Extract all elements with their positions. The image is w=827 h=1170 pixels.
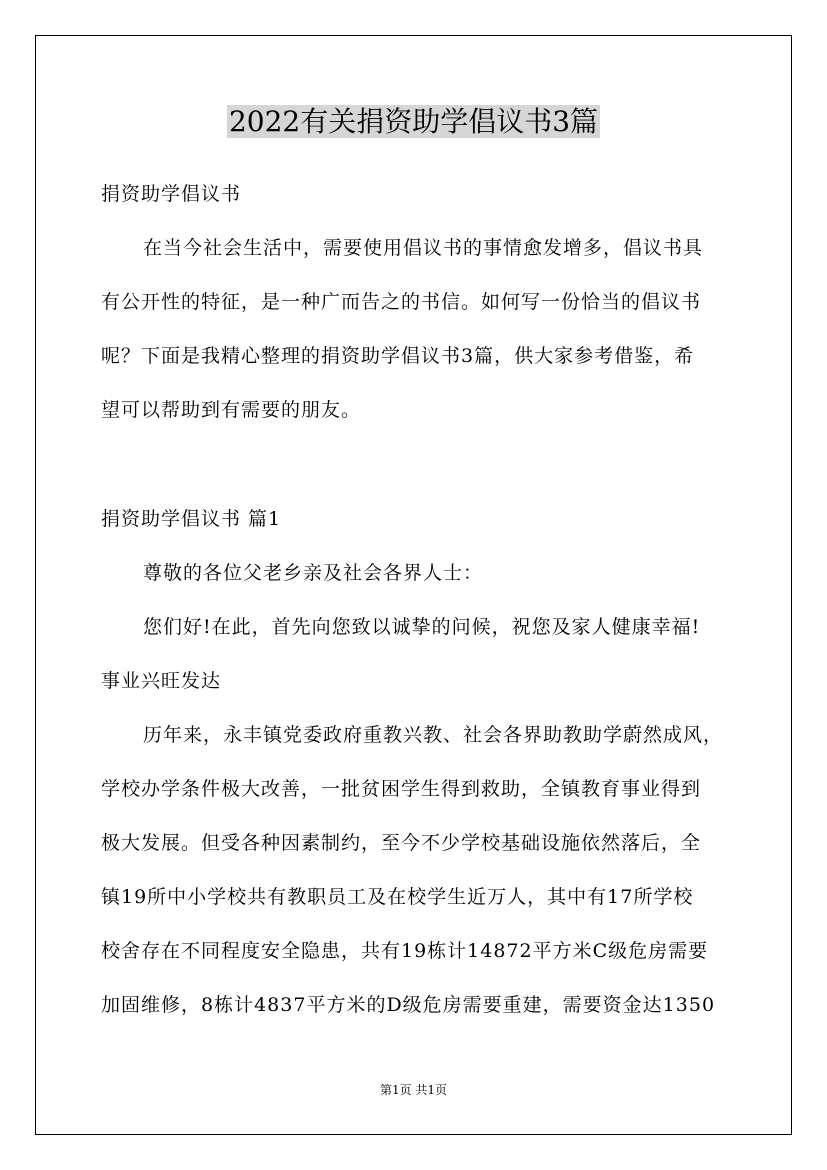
paragraph-line: 事业兴旺发达 bbox=[101, 670, 222, 692]
paragraph-line: 加固维修，8栋计4837平方米的D级危房需要重建，需要资金达1350 bbox=[101, 994, 716, 1016]
paragraph-line: 镇19所中小学校共有教职员工及在校学生近万人，其中有17所学校 bbox=[101, 886, 694, 908]
section-heading: 捐资助学倡议书 bbox=[101, 183, 242, 205]
document-title-text: 2022有关捐资助学倡议书3篇 bbox=[228, 105, 599, 138]
paragraph-line: 历年来，永丰镇党委政府重教兴教、社会各界助教助学蔚然成风， bbox=[143, 724, 724, 746]
paragraph-line: 学校办学条件极大改善，一批贫困学生得到救助，全镇教育事业得到 bbox=[101, 778, 702, 800]
paragraph-line: 校舍存在不同程度安全隐患，共有19栋计14872平方米C级危房需要 bbox=[101, 940, 709, 962]
paragraph-line: 望可以帮助到有需要的朋友。 bbox=[101, 399, 362, 421]
paragraph-line: 在当今社会生活中，需要使用倡议书的事情愈发增多，倡议书具 bbox=[143, 237, 704, 259]
salutation-line: 尊敬的各位父老乡亲及社会各界人士： bbox=[143, 562, 484, 584]
paragraph-line: 极大发展。但受各种因素制约，至今不少学校基础设施依然落后，全 bbox=[101, 832, 702, 854]
paragraph-line: 您们好!在此，首先向您致以诚挚的问候，祝您及家人健康幸福! bbox=[143, 616, 701, 638]
paragraph-line: 呢？下面是我精心整理的捐资助学倡议书3篇，供大家参考借鉴，希 bbox=[101, 345, 695, 367]
page-footer: 第1页 共1页 bbox=[379, 1083, 448, 1097]
document-title bbox=[0, 100, 827, 144]
section-heading: 捐资助学倡议书 篇1 bbox=[101, 508, 282, 530]
paragraph-line: 有公开性的特征，是一种广而告之的书信。如何写一份恰当的倡议书 bbox=[101, 291, 702, 313]
